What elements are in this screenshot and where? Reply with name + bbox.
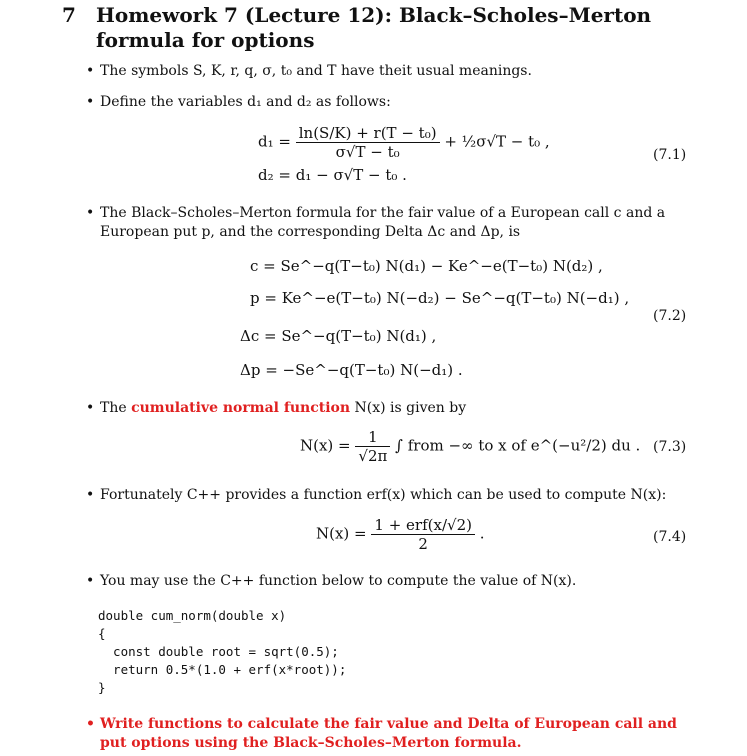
erf-lhs: N(x) = bbox=[316, 524, 367, 543]
bullet-marker: • bbox=[86, 63, 95, 79]
d1-lhs: d₁ = bbox=[258, 132, 291, 151]
equation-label-7-4: (7.4) bbox=[653, 529, 687, 545]
d1-fraction bbox=[296, 124, 440, 161]
erf-tail: . bbox=[479, 524, 485, 543]
N-frac-num: 1 bbox=[355, 428, 390, 447]
bullet-task: Write functions to calculate the fair value and Delta of European call and put options using the Black–Scholes–Merton formula. bbox=[100, 716, 677, 751]
section-number: 7 bbox=[62, 3, 76, 27]
equation-normal-cdf bbox=[300, 428, 640, 465]
b4-post: N(x) is given by bbox=[354, 400, 467, 416]
code-line-5: } bbox=[98, 680, 106, 695]
equation-erf bbox=[316, 516, 485, 553]
d1-tail: + ½σ√T − t₀ , bbox=[444, 132, 550, 151]
bullet-marker: • bbox=[86, 400, 95, 416]
b4-pre: The bbox=[100, 400, 127, 416]
N-lhs: N(x) = bbox=[300, 436, 351, 455]
d1-denominator: σ√T − t₀ bbox=[335, 143, 400, 161]
bullet-bsm-formula: The Black–Scholes–Merton formula for the fair value of a European call c and a European put p, and the corresponding Delta Δc and Δp, is bbox=[100, 205, 666, 240]
d1-numerator: ln(S/K) + r(T − t₀) bbox=[296, 124, 440, 143]
bullet-erf: Fortunately C++ provides a function erf(x) which can be used to compute N(x): bbox=[100, 487, 667, 503]
equation-label-7-1: (7.1) bbox=[653, 147, 687, 163]
bullet-marker: • bbox=[86, 487, 95, 503]
equation-delta-put: Δp = −Se^−q(T−t₀) N(−d₁) . bbox=[240, 361, 463, 379]
N-frac-den: √2π bbox=[358, 447, 388, 465]
bullet-define-d: Define the variables d₁ and d₂ as follows: bbox=[100, 94, 391, 110]
bullet-marker: • bbox=[86, 573, 95, 589]
equation-d2: d₂ = d₁ − σ√T − t₀ . bbox=[258, 166, 407, 184]
bullet-marker: • bbox=[86, 94, 95, 110]
equation-delta-call: Δc = Se^−q(T−t₀) N(d₁) , bbox=[240, 327, 437, 345]
code-line-2: { bbox=[98, 626, 106, 641]
b4-highlight: cumulative normal function bbox=[131, 400, 351, 416]
bullet-marker: • bbox=[86, 716, 95, 732]
equation-d1 bbox=[258, 124, 550, 161]
code-line-3: const double root = sqrt(0.5); bbox=[98, 644, 339, 659]
equation-put: p = Ke^−e(T−t₀) N(−d₂) − Se^−q(T−t₀) N(−d₁) , bbox=[250, 289, 630, 307]
bullet-symbols: The symbols S, K, r, q, σ, t₀ and T have theit usual meanings. bbox=[100, 63, 532, 79]
erf-numerator: 1 + erf(x/√2) bbox=[371, 516, 475, 535]
code-line-4: return 0.5*(1.0 + erf(x*root)); bbox=[98, 662, 347, 677]
code-line-1: double cum_norm(double x) bbox=[98, 608, 287, 623]
erf-denominator: 2 bbox=[418, 535, 428, 553]
bullet-normal-function bbox=[100, 399, 700, 418]
section-title: Homework 7 (Lecture 12): Black–Scholes–Merton formula for options bbox=[96, 3, 652, 52]
equation-label-7-3: (7.3) bbox=[653, 439, 687, 455]
equation-call: c = Se^−q(T−t₀) N(d₁) − Ke^−e(T−t₀) N(d₂) , bbox=[250, 257, 603, 275]
bullet-code-intro: You may use the C++ function below to compute the value of N(x). bbox=[100, 573, 577, 589]
equation-label-7-2: (7.2) bbox=[653, 308, 687, 324]
bullet-marker: • bbox=[86, 205, 95, 221]
erf-fraction bbox=[371, 516, 475, 553]
N-fraction bbox=[355, 428, 390, 465]
N-integral: ∫ from −∞ to x of e^(−u²/2) du . bbox=[395, 436, 641, 455]
